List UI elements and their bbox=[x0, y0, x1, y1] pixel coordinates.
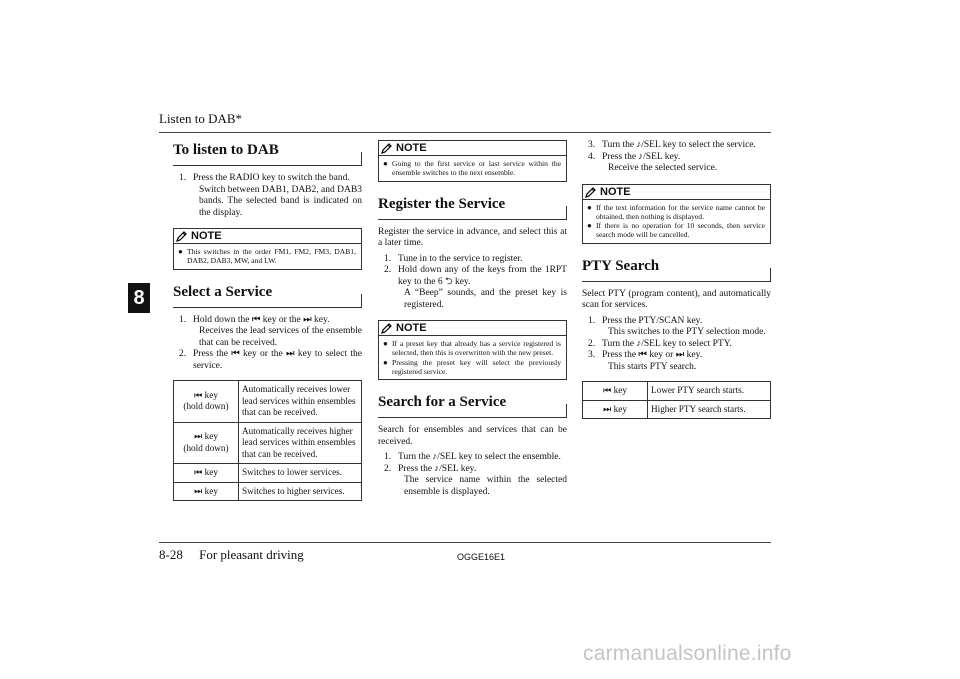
table-row bbox=[174, 482, 362, 501]
column-3 bbox=[582, 138, 771, 419]
step-continuation: Switch between DAB1, DAB2, and DAB3 bands. The selected band is indicated on the display. bbox=[199, 184, 362, 218]
header-title: Listen to DAB* bbox=[159, 111, 243, 126]
header-rule bbox=[159, 132, 771, 133]
service-key-table bbox=[173, 380, 362, 501]
key-cell: ⏭ key bbox=[194, 431, 218, 442]
step-continuation: Receive the selected service. bbox=[608, 163, 718, 173]
note-label: NOTE bbox=[396, 142, 427, 154]
note-pen-icon bbox=[381, 322, 393, 334]
column-1 bbox=[173, 138, 362, 501]
chapter-name: For pleasant driving bbox=[199, 547, 304, 562]
note-label: NOTE bbox=[191, 230, 222, 242]
note-header bbox=[379, 321, 566, 336]
desc-cell: Switches to lower services. bbox=[239, 464, 362, 483]
desc-cell: Automatically receives lower lead services within ensembles that can be received. bbox=[239, 381, 362, 423]
note-box bbox=[173, 228, 362, 270]
step-item: 1. Hold down the ⏮ key or the ⏭ key. bbox=[179, 314, 330, 325]
intro-text: Select PTY (program content), and automatically scan for services. bbox=[582, 288, 771, 311]
step-item: 1. Press the RADIO key to switch the band. bbox=[179, 173, 350, 183]
note-item: ● If there is no operation for 10 seconds, then service search mode will be cancelled. bbox=[587, 221, 765, 240]
step-continuation: This starts PTY search. bbox=[608, 361, 697, 372]
note-item: ● If the text information for the service name cannot be obtained, then nothing is displayed. bbox=[587, 202, 765, 221]
footer-rule bbox=[159, 542, 771, 543]
section-title-register-service: Register the Service bbox=[378, 192, 567, 220]
key-cell: ⏮ key bbox=[194, 389, 218, 400]
key-cell: ⏭ key bbox=[583, 400, 648, 419]
table-row bbox=[583, 382, 771, 401]
note-item: ● Going to the first service or last service within the ensemble switches to the next ensemble. bbox=[383, 159, 561, 178]
table-row bbox=[583, 400, 771, 419]
step-item: 1. Press the PTY/SCAN key. bbox=[588, 315, 703, 326]
key-cell: ⏮ key bbox=[583, 382, 648, 401]
table-row bbox=[174, 422, 362, 464]
key-subtext: (hold down) bbox=[183, 401, 229, 412]
note-box bbox=[582, 184, 771, 244]
note-label: NOTE bbox=[396, 322, 427, 335]
intro-text: Register the service in advance, and select this at a later time. bbox=[378, 226, 567, 249]
step-continuation: Receives the lead services of the ensemble that can be received. bbox=[199, 326, 362, 348]
note-box bbox=[378, 320, 567, 380]
column-2 bbox=[378, 138, 567, 504]
step-item: 4. Press the ♪/SEL key. bbox=[588, 151, 681, 162]
note-pen-icon bbox=[176, 230, 188, 242]
section-title-listen-dab: To listen to DAB bbox=[173, 138, 362, 166]
note-header bbox=[379, 141, 566, 156]
note-pen-icon bbox=[381, 142, 393, 154]
step-item: 3. Press the ⏮ key or ⏭ key. bbox=[588, 350, 703, 361]
chapter-tab: 8 bbox=[128, 283, 150, 313]
note-header bbox=[174, 229, 361, 244]
section-title-search-service: Search for a Service bbox=[378, 390, 567, 418]
section-title-pty-search: PTY Search bbox=[582, 254, 771, 282]
step-item: 2. Press the ⏮ key or the ⏭ key to select the service. bbox=[179, 349, 362, 371]
desc-cell: Switches to higher services. bbox=[239, 482, 362, 501]
note-header bbox=[583, 185, 770, 200]
desc-cell: Higher PTY search starts. bbox=[648, 400, 771, 419]
page-number: 8-28 bbox=[159, 547, 183, 562]
key-cell: ⏮ key bbox=[174, 464, 239, 483]
watermark: carmanualsonline.info bbox=[583, 642, 792, 665]
key-cell: ⏭ key bbox=[174, 482, 239, 501]
step-continuation: This switches to the PTY selection mode. bbox=[608, 327, 766, 338]
intro-text: Search for ensembles and services that can be received. bbox=[378, 425, 567, 447]
step-item: 2. Press the ♪/SEL key. bbox=[384, 463, 477, 474]
note-box bbox=[378, 140, 567, 182]
desc-cell: Automatically receives higher lead services within ensembles that can be received. bbox=[239, 422, 362, 464]
note-label: NOTE bbox=[600, 185, 631, 198]
desc-cell: Lower PTY search starts. bbox=[648, 382, 771, 401]
key-subtext: (hold down) bbox=[183, 442, 229, 453]
note-item: ● If a preset key that already has a service registered is selected, then this is overwritten with the new preset. bbox=[383, 339, 561, 358]
table-row bbox=[174, 381, 362, 423]
step-item: 2. Hold down any of the keys from the 1RPT key to the 6 ⮌ key. bbox=[384, 265, 567, 287]
step-item: 1. Turn the ♪/SEL key to select the ensemble. bbox=[384, 452, 561, 463]
footer-page-label bbox=[159, 547, 304, 563]
table-row bbox=[174, 464, 362, 483]
step-continuation: A “Beep” sounds, and the preset key is registered. bbox=[404, 288, 567, 310]
step-item: 2. Turn the ♪/SEL key to select PTY. bbox=[588, 338, 732, 349]
step-item: 1. Tune in to the service to register. bbox=[384, 253, 523, 264]
note-item: ● Pressing the preset key will select the previously registered service. bbox=[383, 357, 561, 376]
section-title-select-service: Select a Service bbox=[173, 280, 362, 308]
note-item: ● This switches in the order FM1, FM2, FM3, DAB1, DAB2, DAB3, MW, and LW. bbox=[178, 247, 356, 266]
pty-key-table bbox=[582, 381, 771, 419]
note-pen-icon bbox=[585, 186, 597, 198]
step-continuation: The service name within the selected ensemble is displayed. bbox=[404, 475, 567, 497]
document-code: OGGE16E1 bbox=[457, 552, 506, 562]
step-item: 3. Turn the ♪/SEL key to select the service. bbox=[588, 140, 756, 150]
